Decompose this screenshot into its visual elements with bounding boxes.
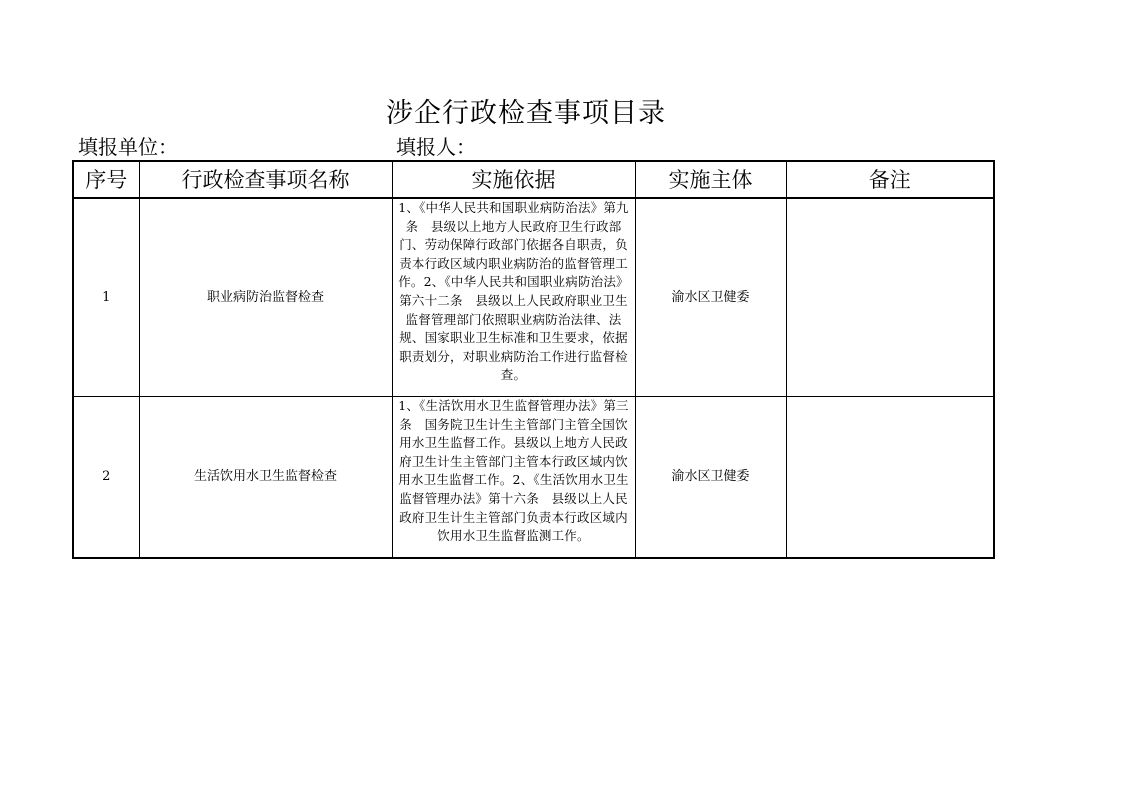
row-index-cell: 1	[73, 198, 139, 397]
row-subject-cell: 渝水区卫健委	[635, 198, 786, 397]
fill-person-label: 填报人：	[396, 135, 476, 159]
page-title: 涉企行政检查事项目录	[386, 98, 666, 129]
row-basis-cell: 1、《中华人民共和国职业病防治法》第九条 县级以上地方人民政府卫生行政部门、劳动保障行政部门依据各自职责，负责本行政区域内职业病防治的监督管理工作。2、《中华人民共和国职业病防治法》第六十二条 县级以上人民政府职业卫生监督管理部门依照职业病防治法律、法规、国家职业卫生标准和卫生要求，依据职责划分，对职业病防治工作进行监督检查。	[392, 198, 635, 397]
row-item-name-cell: 职业病防治监督检查	[139, 198, 392, 397]
header-basis: 实施依据	[392, 161, 635, 198]
table-row	[73, 198, 994, 397]
inspection-items-table	[72, 160, 995, 559]
header-item-name: 行政检查事项名称	[139, 161, 392, 198]
fill-unit-label: 填报单位：	[78, 135, 178, 159]
table-row	[73, 397, 994, 559]
row-remarks-cell	[786, 198, 994, 397]
row-index-cell: 2	[73, 397, 139, 559]
header-remarks: 备注	[786, 161, 994, 198]
header-index: 序号	[73, 161, 139, 198]
row-basis-cell: 1、《生活饮用水卫生监督管理办法》第三条 国务院卫生计生主管部门主管全国饮用水卫生监督工作。县级以上地方人民政府卫生计生主管部门主管本行政区域内饮用水卫生监督工作。2、《生活饮用水卫生监督管理办法》第十六条 县级以上人民政府卫生计生主管部门负责本行政区域内饮用水卫生监督监测工作。	[392, 397, 635, 559]
table-header-row	[73, 161, 994, 198]
row-remarks-cell	[786, 397, 994, 559]
row-subject-cell: 渝水区卫健委	[635, 397, 786, 559]
header-subject: 实施主体	[635, 161, 786, 198]
row-item-name-cell: 生活饮用水卫生监督检查	[139, 397, 392, 559]
